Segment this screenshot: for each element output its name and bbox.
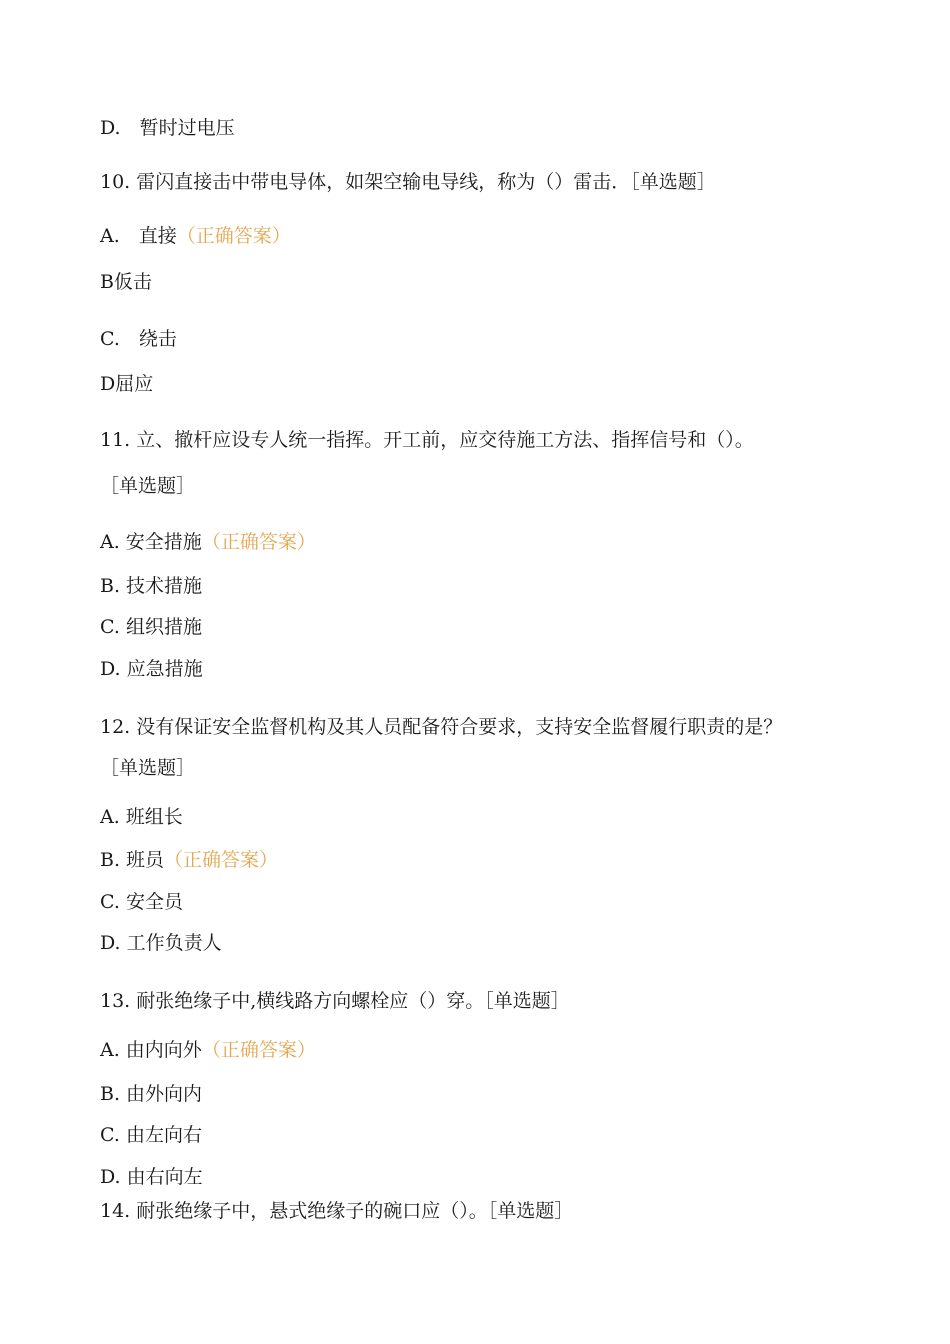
option-d-q9 [100,116,235,140]
line-text: C. 由左向右 [100,1124,202,1146]
line-text: B. 技术措施 [100,575,203,597]
question-10 [100,170,716,194]
line-text: D屈应 [100,373,154,395]
option-d-q12 [100,931,222,955]
line-text: 10. 雷闪直接击中带电导体，如架空输电导线，称为（）雷击．［单选题］ [100,171,716,193]
line-text: B. 班员 [100,849,165,871]
line-text: 13. 耐张绝缘子中,横线路方向螺栓应（）穿。［单选题］ [100,990,570,1012]
option-c-q12 [100,890,183,914]
option-c-q11 [100,615,202,639]
line-text: 11. 立、撤杆应设专人统一指挥。开工前，应交待施工方法、指挥信号和（）。 [100,429,754,451]
correct-answer-tag: （正确答案） [164,849,279,871]
line-text: ［单选题］ [100,757,196,779]
line-text: D. 由右向左 [100,1166,203,1188]
question-12-type [100,756,195,780]
option-c-q13 [100,1123,202,1147]
question-11-type [100,474,195,498]
line-text: A. 直接 [100,225,177,247]
option-a-q11 [100,530,316,554]
line-text: D. 应急措施 [100,658,203,680]
line-text: A. 班组长 [100,806,183,828]
correct-answer-tag: （正确答案） [176,225,291,247]
line-text: B. 由外向内 [100,1083,203,1105]
line-text: C. 安全员 [100,891,183,913]
question-12 [100,715,782,739]
line-text: D. 工作负责人 [100,932,222,954]
line-text: C. 组织措施 [100,616,202,638]
option-d-q11 [100,657,203,681]
line-text: 12. 没有保证安全监督机构及其人员配备符合要求，支持安全监督履行职责的是？ [100,716,783,738]
option-d-q10 [100,372,153,396]
correct-answer-tag: （正确答案） [201,1039,316,1061]
option-b-q12 [100,848,278,872]
line-text: B仮击 [100,271,152,293]
option-d-q13 [100,1165,203,1189]
option-b-q10 [100,270,152,294]
option-b-q13 [100,1082,202,1106]
option-a-q12 [100,805,183,829]
line-text: 14. 耐张绝缘子中，悬式绝缘子的碗口应（）。［单选题］ [100,1200,574,1222]
line-text: A. 由内向外 [100,1039,202,1061]
question-13 [100,989,570,1013]
line-text: C. 绕击 [100,328,177,350]
option-b-q11 [100,574,202,598]
line-text: D. 暂时过电压 [100,117,235,139]
line-text: ［单选题］ [100,475,196,497]
question-11 [100,428,754,452]
option-a-q13 [100,1038,316,1062]
question-14 [100,1199,573,1223]
option-a-q10 [100,224,291,248]
option-c-q10 [100,327,177,351]
line-text: A. 安全措施 [100,531,202,553]
correct-answer-tag: （正确答案） [201,531,316,553]
